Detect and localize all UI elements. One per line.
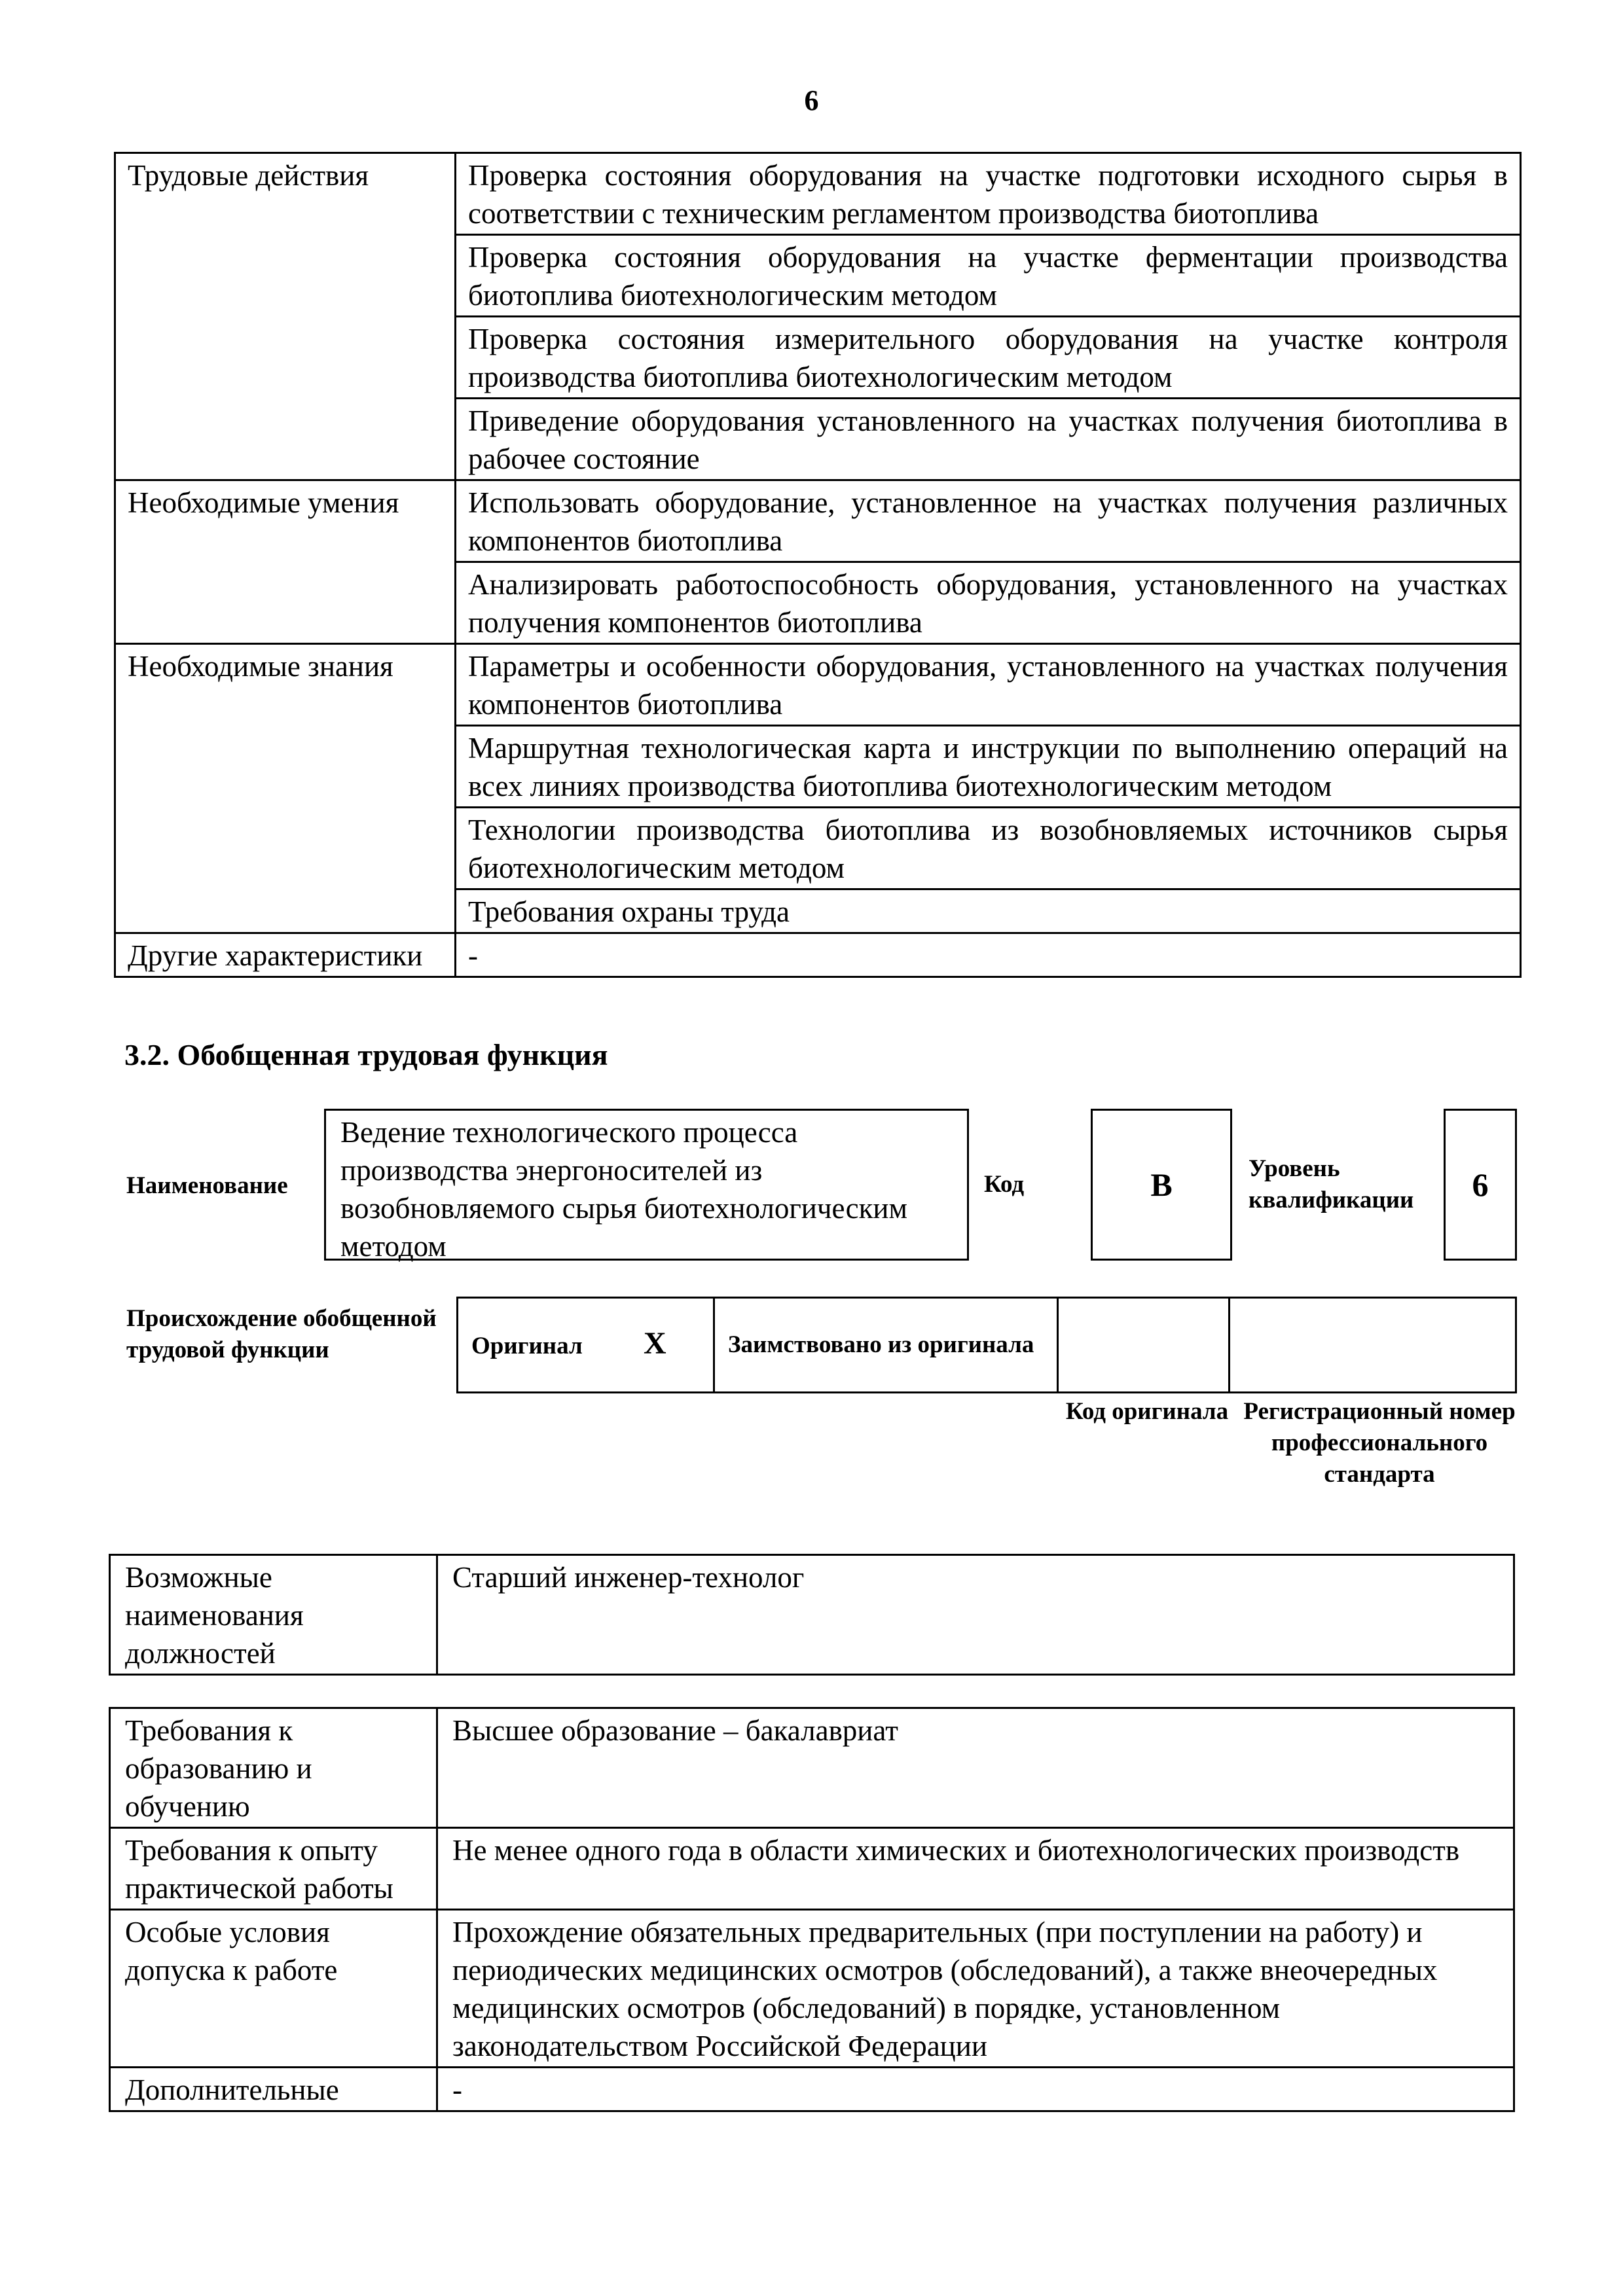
reg-number-cell <box>1230 1298 1516 1393</box>
section-heading: 3.2. Обобщенная трудовая функция <box>124 1038 608 1071</box>
name-label: Наименование <box>126 1172 288 1199</box>
skill-item: Анализировать работоспособность оборудования, установленного на участках получения компонентов биотоплива <box>456 562 1521 644</box>
table-row <box>115 480 1521 562</box>
row-label-knowledge: Необходимые знания <box>115 644 456 933</box>
table-row <box>110 2068 1514 2111</box>
other-value: - <box>456 933 1521 977</box>
row-label-skills: Необходимые умения <box>115 480 456 644</box>
additional-value: - <box>437 2068 1514 2111</box>
original-mark: X <box>643 1326 666 1361</box>
education-label: Требования к образованию и обучению <box>110 1708 437 1828</box>
table-row <box>110 1828 1514 1910</box>
knowledge-item: Технологии производства биотоплива из возобновляемых источников сырья биотехнологическим методом <box>456 808 1521 889</box>
requirements-table <box>109 1707 1515 2112</box>
education-value: Высшее образование – бакалавриат <box>437 1708 1514 1828</box>
table-row <box>115 153 1521 235</box>
skill-item: Использовать оборудование, установленное на участках получения различных компонентов биотоплива <box>456 480 1521 562</box>
origin-table <box>456 1297 1517 1393</box>
action-item: Проверка состояния оборудования на участке ферментации производства биотоплива биотехнологическим методом <box>456 235 1521 317</box>
function-name-box: Ведение технологического процесса производства энергоносителей из возобновляемого сырья биотехнологическим методом <box>324 1109 969 1261</box>
table-row <box>110 1555 1514 1675</box>
borrowed-label: Заимствовано из оригинала <box>714 1298 1058 1393</box>
conditions-label: Особые условия допуска к работе <box>110 1910 437 2068</box>
code-original-caption: Код оригинала <box>1065 1398 1229 1425</box>
page-number: 6 <box>804 84 819 117</box>
level-value-box: 6 <box>1444 1109 1517 1261</box>
level-label: Уровень квалификации <box>1249 1155 1414 1213</box>
positions-value: Старший инженер-технолог <box>437 1555 1514 1675</box>
action-item: Приведение оборудования установленного на участках получения биотоплива в рабочее состояние <box>456 399 1521 480</box>
conditions-value: Прохождение обязательных предварительных (при поступлении на работу) и периодических медицинских осмотров (обследований), а также внеочередных медицинских осмотров (обследований) в порядке, установленном законодательством Российской Федерации <box>437 1910 1514 2068</box>
action-item: Проверка состояния оборудования на участке подготовки исходного сырья в соответствии с техническим регламентом производства биотоплива <box>456 153 1521 235</box>
table-row <box>115 933 1521 977</box>
original-cell <box>458 1298 714 1393</box>
positions-label: Возможные наименования должностей <box>110 1555 437 1675</box>
additional-label: Дополнительные <box>110 2068 437 2111</box>
table-row <box>110 1910 1514 2068</box>
code-original-cell <box>1058 1298 1230 1393</box>
knowledge-item: Маршрутная технологическая карта и инструкции по выполнению операций на всех линиях производства биотоплива биотехнологическим методом <box>456 726 1521 808</box>
table-row <box>115 644 1521 726</box>
row-label-other: Другие характеристики <box>115 933 456 977</box>
positions-table <box>109 1554 1515 1676</box>
knowledge-item: Параметры и особенности оборудования, установленного на участках получения компонентов биотоплива <box>456 644 1521 726</box>
table-row <box>110 1708 1514 1828</box>
code-value-box: B <box>1091 1109 1232 1261</box>
experience-label: Требования к опыту практической работы <box>110 1828 437 1910</box>
origin-label: Происхождение обобщенной трудовой функции <box>126 1305 437 1363</box>
experience-value: Не менее одного года в области химических и биотехнологических производств <box>437 1828 1514 1910</box>
reg-number-caption: Регистрационный номер профессионального стандарта <box>1243 1398 1516 1488</box>
action-item: Проверка состояния измерительного оборудования на участке контроля производства биотоплива биотехнологическим методом <box>456 317 1521 399</box>
code-label: Код <box>984 1171 1025 1198</box>
labor-function-table <box>114 152 1522 978</box>
original-label: Оригинал <box>471 1333 583 1359</box>
row-label-actions: Трудовые действия <box>115 153 456 480</box>
knowledge-item: Требования охраны труда <box>456 889 1521 933</box>
